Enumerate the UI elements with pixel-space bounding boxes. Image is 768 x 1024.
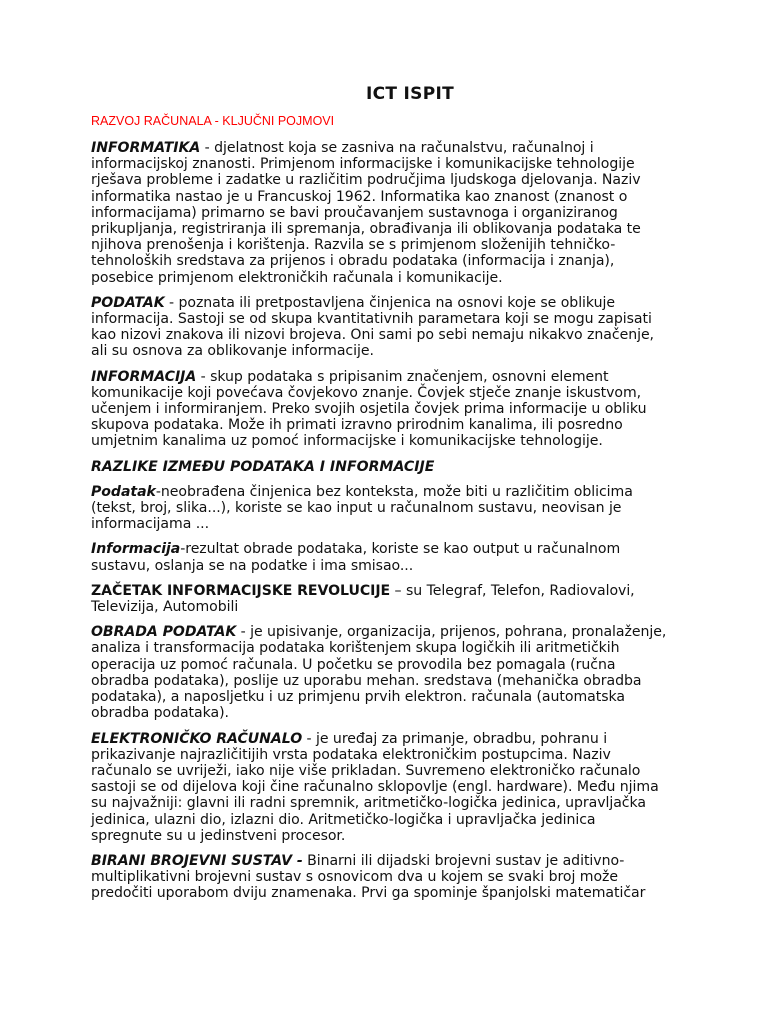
paragraph-elektronicko-racunalo <box>91 731 669 844</box>
text-binarni-sustav: Binarni ili dijadski brojevni sustav je aditivno-multiplikativni brojevni sustav s osnovicom dva u kojem se svaki broj može predočiti uporabom dviju znamenaka. Prvi ga spominje španjolski matematičar <box>91 852 646 902</box>
difference-podatak <box>91 484 669 533</box>
paragraph-podatak <box>91 295 669 360</box>
term-podatak: PODATAK <box>91 294 165 311</box>
document-page <box>91 84 669 911</box>
document-subtitle: RAZVOJ RAČUNALA - KLJUČNI POJMOVI <box>91 114 335 128</box>
term-revolucija: ZAČETAK INFORMACIJSKE REVOLUCIJE <box>91 582 391 599</box>
text-diff-podatak: -neobrađena činjenica bez konteksta, može biti u različitim oblicima (tekst, broj, slika...), koriste se kao input u računalnom sustavu, neovisan je informacijama ... <box>91 483 633 533</box>
term-informacija: INFORMACIJA <box>91 368 197 385</box>
term-informatika: INFORMATIKA <box>91 140 201 156</box>
term-diff-informacija: Informacija <box>91 541 181 558</box>
text-revolucija: – su Telegraf, Telefon, Radiovalovi, Televizija, Automobili <box>91 582 635 616</box>
document-title: ICT ISPIT <box>366 84 454 104</box>
paragraph-informacija <box>91 369 669 450</box>
paragraph-binarni-sustav <box>91 853 669 902</box>
term-binarni-sustav: BIRANI BROJEVNI SUSTAV - <box>91 852 303 869</box>
text-informatika: - djelatnost koja se zasniva na računalstvu, računalnoj i informacijskoj znanosti. Primjenom informacijske i komunikacijske tehnologije rješava probleme i zadatke u različitim područjima ljudskoga djelovanja. Naziv informatika nastao je u Francuskoj 1962. Informatika kao znanost (znanost o informacijama) primarno se bavi proučavanjem sustavnoga i organiziranog prikupljanja, registriranja ili spremanja, obrađivanja ili oblikovanja podataka te njihova prenošenja i korištenja. Razvila se s primjenom složenijih tehničko-tehnoloških sredstava za prijenos i obradu podataka (informacija i znanja), posebice primjenom elektroničkih računala i komunikacije. <box>91 140 641 286</box>
text-diff-informacija: -rezultat obrade podataka, koriste se kao output u računalnom sustavu, oslanja se na podatke i ima smisao... <box>91 541 621 574</box>
term-diff-podatak: Podatak <box>91 483 156 500</box>
difference-informacija <box>91 541 669 573</box>
text-podatak: - poznata ili pretpostavljena činjenica na osnovi koje se oblikuje informacija. Sastoji se od skupa kvantitativnih parametara koji se mogu zapisati kao nizovi znakova ili nizovi brojeva. Oni sami po sebi nemaju nikakvo značenje, ali su osnova za oblikovanje informacije. <box>91 294 654 360</box>
term-obrada-podatak: OBRADA PODATAK <box>91 624 237 641</box>
paragraph-obrada-podatak <box>91 624 669 721</box>
text-obrada-podatak: - je upisivanje, organizacija, prijenos, pohrana, pronalaženje, analiza i transformacija podataka korištenjem skupa logičkih ili aritmetičkih operacija uz pomoć računala. U početku se provodila bez pomagala (ručna obradba podataka), poslije uz uporabu mehan. sredstava (mehanička obradba podataka), a naposljetku i uz primjenu prvih elektron. računala (automatska obradba podataka). <box>91 624 667 722</box>
paragraph-revolucija <box>91 583 669 615</box>
text-elektronicko-racunalo: - je uređaj za primanje, obradbu, pohranu i prikazivanje najrazličitijih vrsta podataka elektroničkim postupcima. Naziv računalo se uvriježi, iako nije više prikladan. Suvremeno elektroničko računalo sastoji se od dijelova koji čine računalno sklopovlje (engl. hardware). Među njima su najvažniji: glavni ili radni spremnik, aritmetičko-logička jedinica, upravljačka jedinica, ulazni dio, izlazni dio. Aritmetičko-logička i upravljačka jedinica spregnute su u jedinstveni procesor. <box>91 730 659 844</box>
paragraph-informatika <box>91 140 669 286</box>
text-informacija: - skup podataka s pripisanim značenjem, osnovni element komunikacije koji povećava čovjekovo znanje. Čovjek stječe znanje iskustvom, učenjem i informiranjem. Preko svojih osjetila čovjek prima informacije u obliku skupova podataka. Može ih primati izravno prirodnim kanalima, ili posredno umjetnim kanalima uz pomoć informacijske i komunikacijske tehnologije. <box>91 368 647 450</box>
term-elektronicko-racunalo: ELEKTRONIČKO RAČUNALO <box>91 730 303 747</box>
differences-heading: RAZLIKE IZMEĐU PODATAKA I INFORMACIJE <box>91 458 435 475</box>
